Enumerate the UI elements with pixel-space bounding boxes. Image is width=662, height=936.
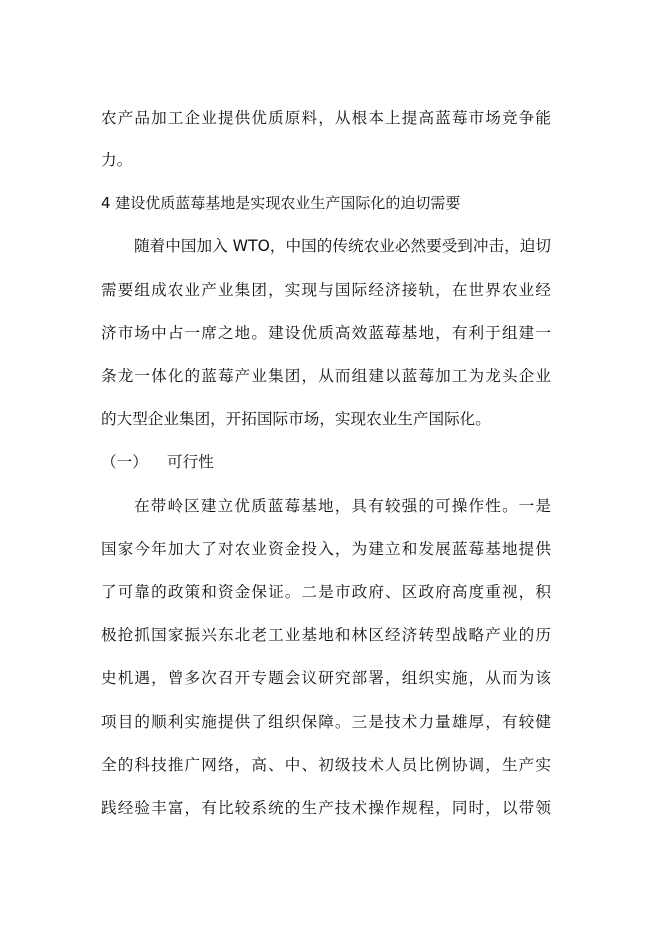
heading-4: 4 建设优质蓝莓基地是实现农业生产国际化的迫切需要 [101,194,461,212]
paragraph-3-line-7: 全的科技推广网络，高、中、初级技术人员比例协调，生产实 [101,756,551,774]
paragraph-1-line-2: 力。 [101,151,133,169]
paragraph-2-line-4: 条龙一体化的蓝莓产业集团，从而组建以蓝莓加工为龙头企业 [101,367,551,385]
section-title: 可行性 [167,453,214,471]
paragraph-3-line-8: 践经验丰富，有比较系统的生产技术操作规程，同时，以带领 [101,799,551,817]
paragraph-2-line-1: 随着中国加入 WTO，中国的传统农业必然要受到冲击，迫切 [134,237,551,255]
paragraph-2-line-5: 的大型企业集团，开拓国际市场，实现农业生产国际化。 [101,410,491,428]
paragraph-2-line-3: 济市场中占一席之地。建设优质高效蓝莓基地，有利于组建一 [101,324,551,342]
paragraph-3-line-6: 项目的顺利实施提供了组织保障。三是技术力量雄厚，有较健 [101,713,551,731]
paragraph-2-line-2: 需要组成农业产业集团，实现与国际经济接轨，在世界农业经 [101,281,551,299]
paragraph-3-line-1: 在带岭区建立优质蓝莓基地，具有较强的可操作性。一是 [134,497,551,515]
paragraph-1-line-1: 农产品加工企业提供优质原料，从根本上提高蓝莓市场竞争能 [101,109,551,127]
paragraph-3-line-3: 了可靠的政策和资金保证。二是市政府、区政府高度重视，积 [101,583,551,601]
paragraph-3-line-2: 国家今年加大了对农业资金投入，为建立和发展蓝莓基地提供 [101,540,551,558]
section-number: （一） [101,453,148,471]
paragraph-3-line-5: 史机遇，曾多次召开专题会议研究部署，组织实施，从而为该 [101,669,551,687]
paragraph-3-line-4: 极抢抓国家振兴东北老工业基地和林区经济转型战略产业的历 [101,626,551,644]
section-heading [101,452,214,472]
